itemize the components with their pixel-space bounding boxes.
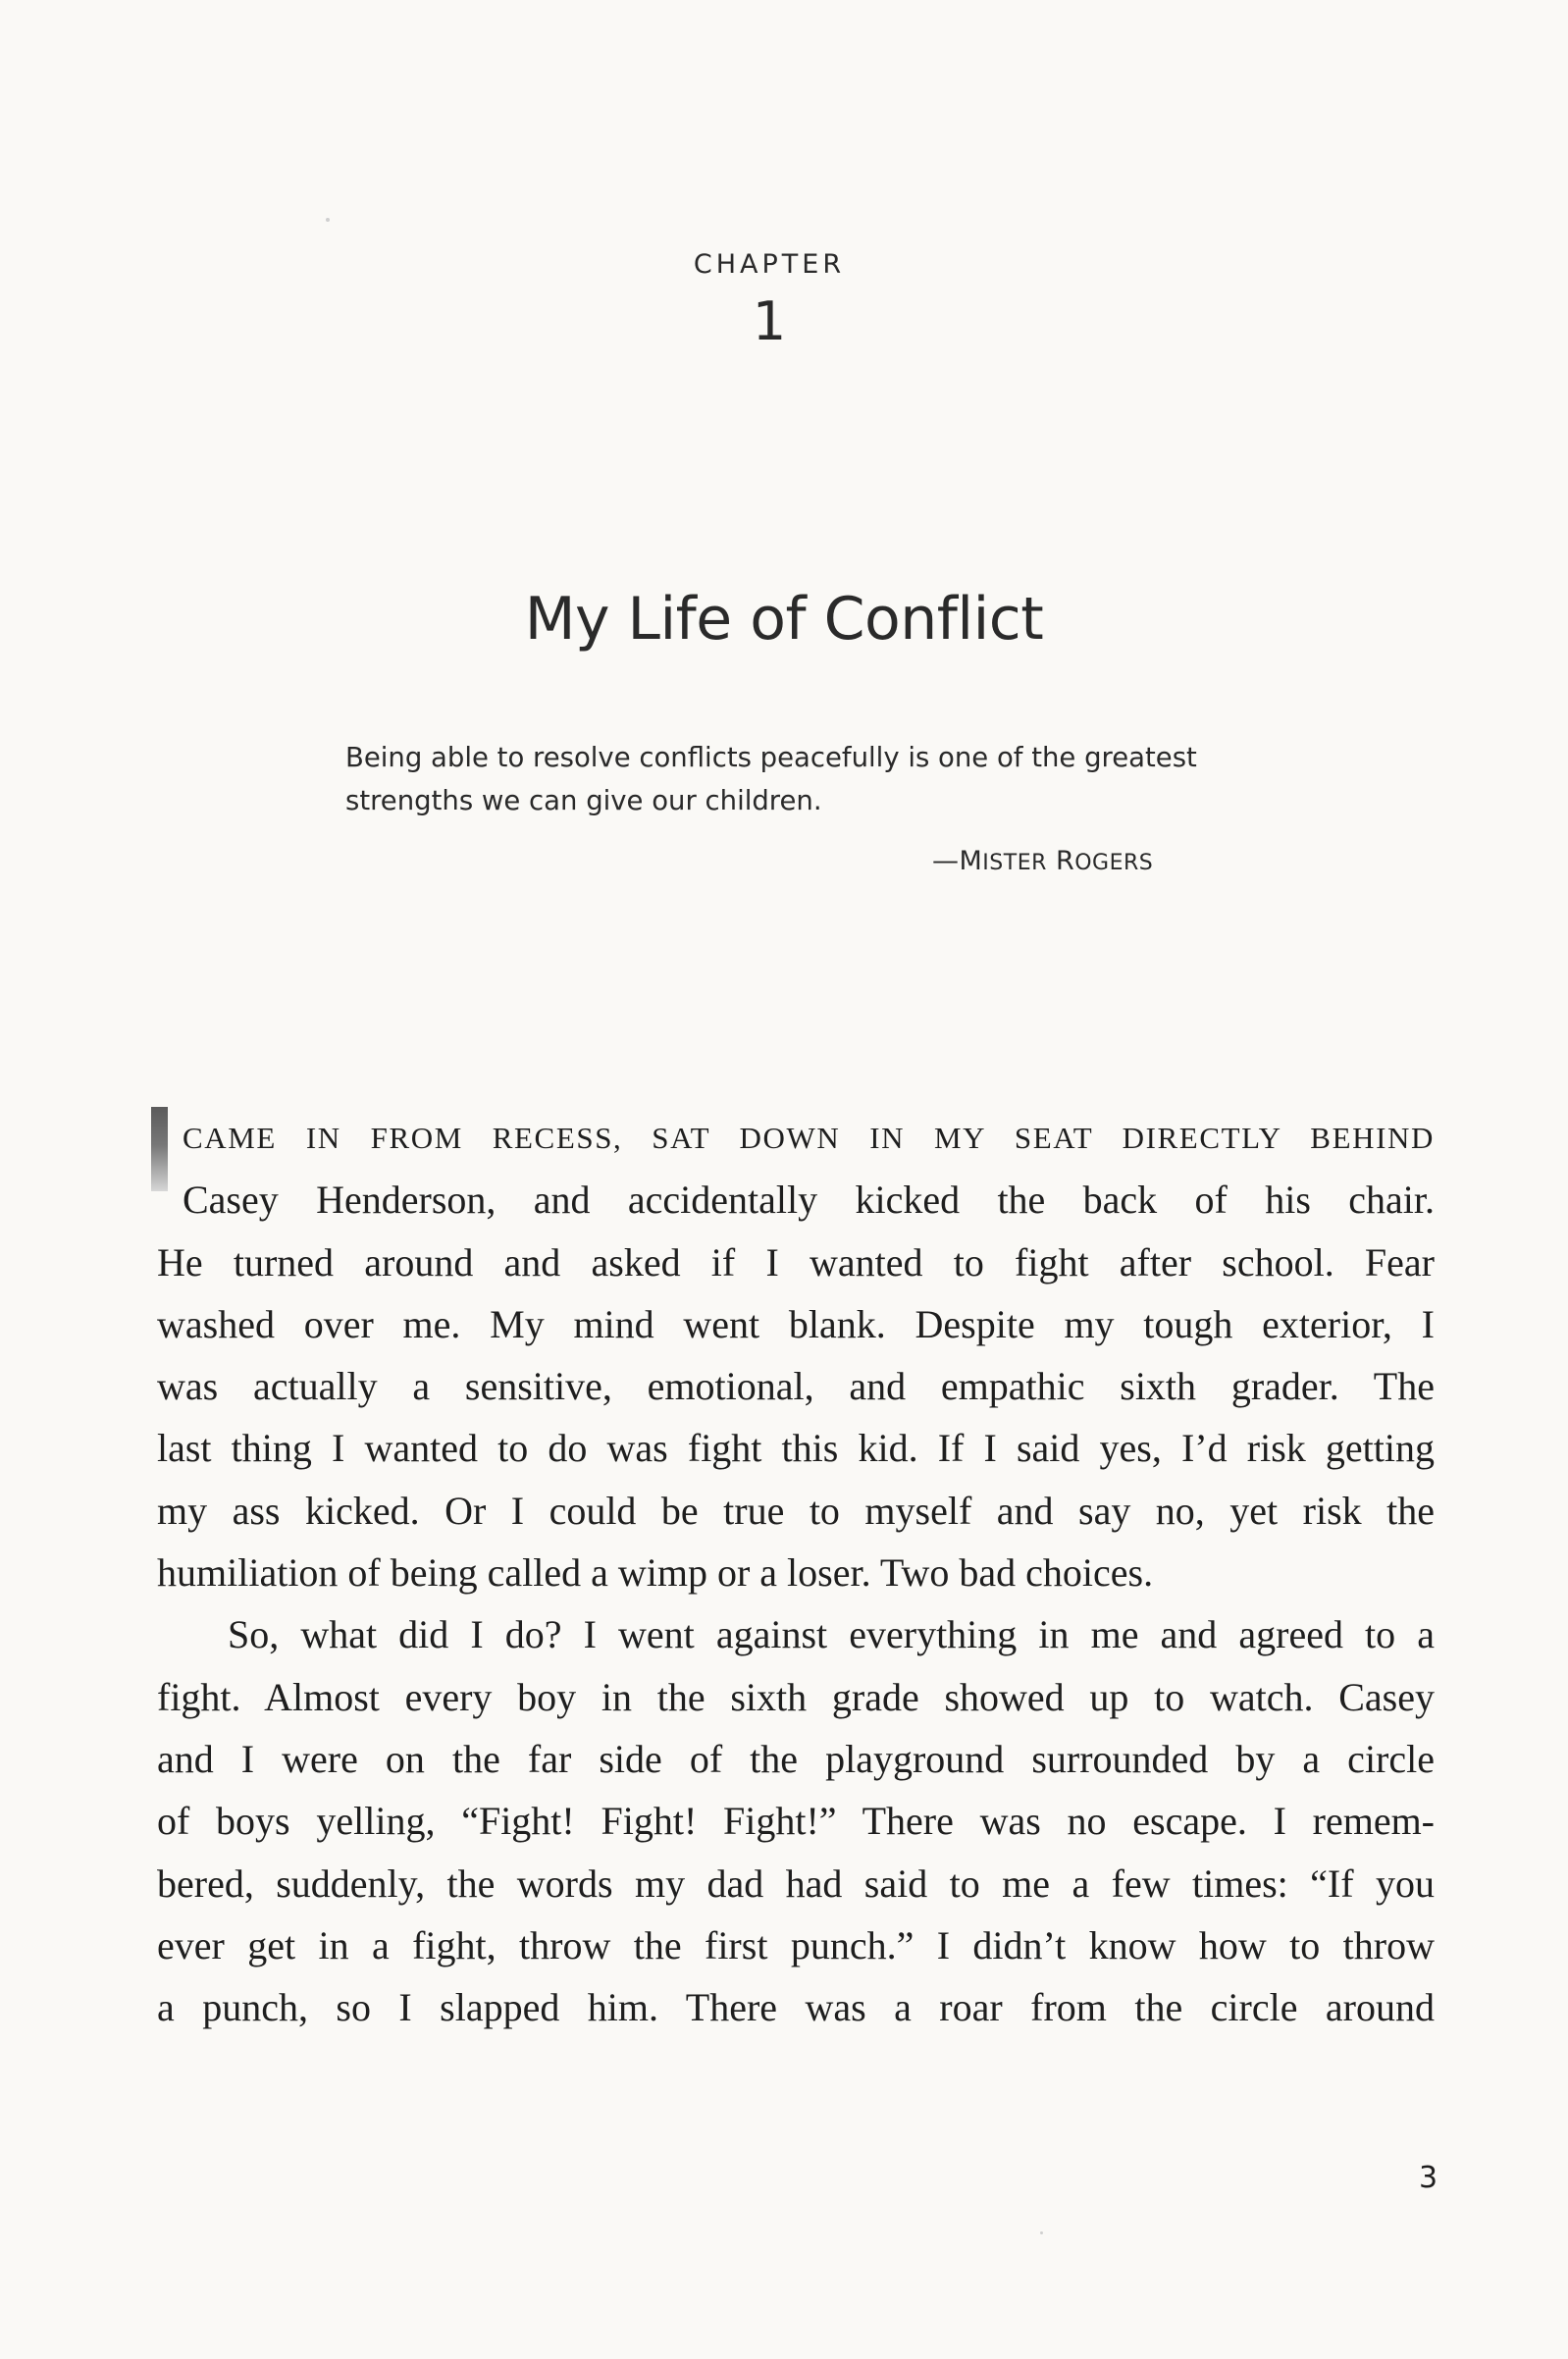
epigraph-line-1: Being able to resolve conflicts peacefully is one of the greatest [345,742,1197,773]
text-line: washed over me. My mind went blank. Despite my tough exterior, I [157,1301,1435,1346]
text-line: CAME IN FROM RECESS, SAT DOWN IN MY SEAT DIRECTLY BEHIND [183,1121,1435,1155]
text-line: humiliation of being called a wimp or a loser. Two bad choices. [157,1550,1154,1596]
epigraph-attribution [932,846,1153,876]
text-line: So, what did I do? I went against everything in me and agreed to a [228,1612,1435,1657]
text-line: a punch, so I slapped him. There was a roar from the circle around [157,1985,1435,2030]
body-text [157,1107,1435,2038]
text-line: Casey Henderson, and accidentally kicked the back of his chair. [183,1178,1435,1223]
paragraph-2 [157,1603,1435,2038]
text-line: ever get in a fight, throw the first punch.” I didn’t know how to throw [157,1922,1435,1967]
text-line: and I were on the far side of the playground surrounded by a circle [157,1736,1435,1781]
epigraph [345,736,1268,822]
text-line: last thing I wanted to do was fight this kid. If I said yes, I’d risk getting [157,1426,1435,1471]
scan-speck [326,218,330,222]
epigraph-quote [345,736,1268,822]
attribution-r: R [1055,846,1075,876]
scan-speck [1040,2231,1043,2234]
text-line: my ass kicked. Or I could be true to myself and say no, yet risk the [157,1488,1435,1533]
attribution-ogers: OGERS [1074,851,1154,875]
chapter-title: My Life of Conflict [524,585,1044,654]
text-line: of boys yelling, “Fight! Fight! Fight!” There was no escape. I remem- [157,1799,1435,1844]
attribution-dash: — [932,846,960,876]
chapter-label: CHAPTER [693,249,846,280]
attribution-ister: ISTER [982,851,1047,875]
page-number: 3 [1419,2161,1438,2195]
chapter-number: 1 [752,290,787,352]
epigraph-line-2: strengths we can give our children. [345,785,822,816]
attribution-m: M [959,846,983,876]
paragraph-1 [157,1107,1435,1603]
text-line: He turned around and asked if I wanted to fight after school. Fear [157,1239,1435,1284]
text-line: fight. Almost every boy in the sixth grade showed up to watch. Casey [157,1674,1435,1719]
text-line: bered, suddenly, the words my dad had said to me a few times: “If you [157,1861,1435,1906]
text-line: was actually a sensitive, emotional, and empathic sixth grader. The [157,1364,1435,1409]
